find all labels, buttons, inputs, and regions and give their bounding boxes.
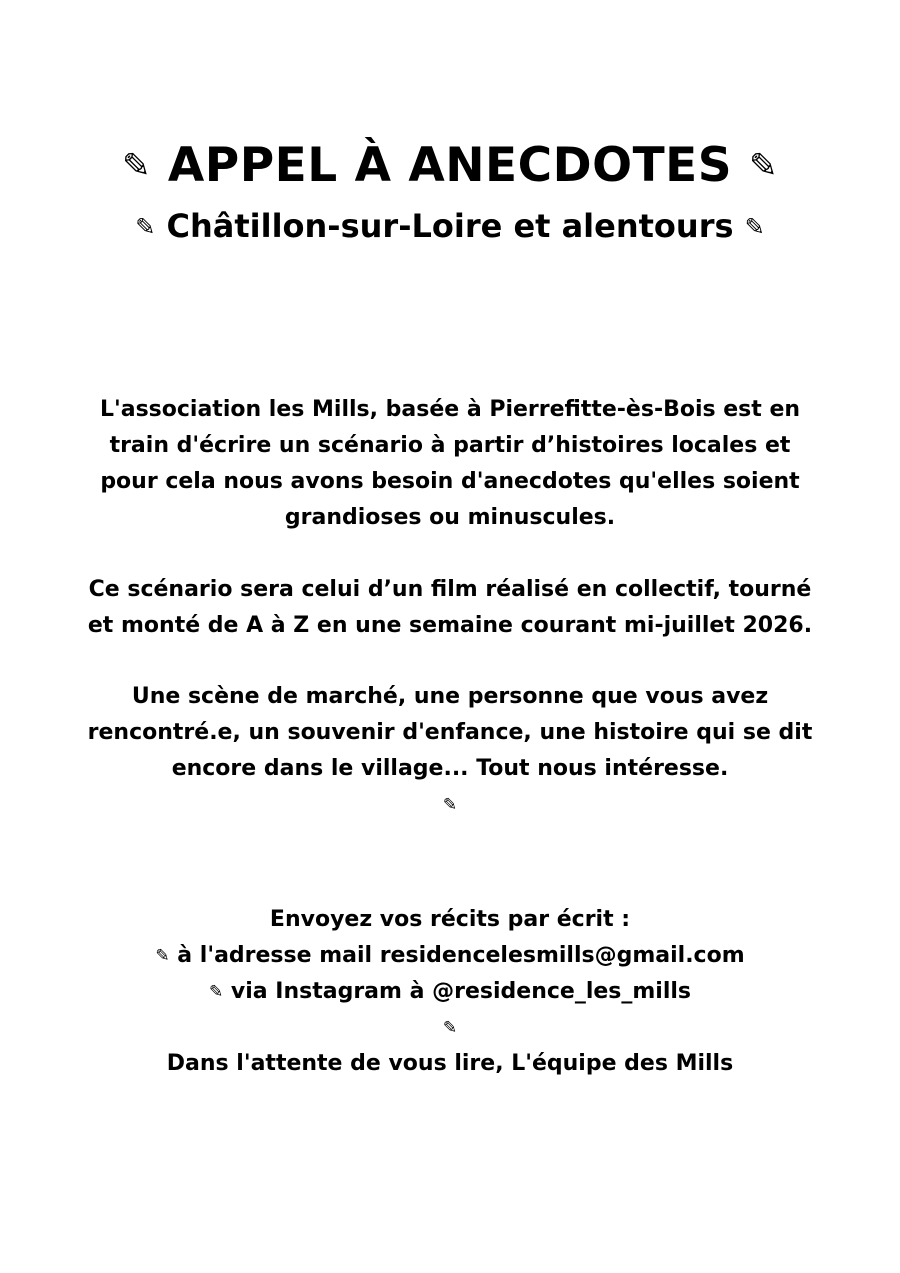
pencil-icon: ✎ bbox=[442, 795, 458, 815]
intro-paragraph bbox=[30, 392, 870, 536]
paragraph-line: encore dans le village... Tout nous intéresse. bbox=[171, 756, 729, 781]
pencil-icon: ✎ bbox=[135, 213, 156, 241]
film-paragraph bbox=[30, 572, 870, 644]
pencil-icon: ✎ bbox=[442, 1018, 458, 1038]
paragraph-line: Ce scénario sera celui d’un film réalisé en collectif, tourné bbox=[88, 577, 812, 602]
paragraph-line: pour cela nous avons besoin d'anecdotes qu'elles soient bbox=[100, 469, 800, 494]
pencil-icon: ✎ bbox=[155, 946, 170, 966]
pencil-icon: ✎ bbox=[744, 213, 765, 241]
paragraph-line: grandioses ou minuscules. bbox=[284, 505, 616, 530]
instagram-line bbox=[30, 974, 870, 1010]
paragraph-line: train d'écrire un scénario à partir d’histoires locales et bbox=[109, 433, 791, 458]
paragraph-line: et monté de A à Z en une semaine courant mi-juillet 2026. bbox=[87, 613, 813, 638]
paragraph-line: L'association les Mills, basée à Pierrefitte-ès-Bois est en bbox=[99, 397, 801, 422]
page-subtitle bbox=[0, 204, 900, 249]
paragraph-line: rencontré.e, un souvenir d'enfance, une histoire qui se dit bbox=[87, 720, 813, 745]
paragraph-line: Une scène de marché, une personne que vous avez bbox=[131, 684, 769, 709]
signoff: Dans l'attente de vous lire, L'équipe des Mills bbox=[166, 1051, 734, 1076]
pencil-icon: ✎ bbox=[748, 146, 778, 186]
email-line bbox=[30, 938, 870, 974]
instagram-text: via Instagram à @residence_les_mills bbox=[230, 979, 692, 1004]
page-title bbox=[0, 136, 900, 196]
email-text: à l'adresse mail residencelesmills@gmail.com bbox=[177, 943, 745, 968]
contact-section bbox=[30, 902, 870, 1082]
title-text: APPEL À ANECDOTES bbox=[167, 138, 733, 193]
pencil-icon: ✎ bbox=[122, 146, 152, 186]
contact-intro: Envoyez vos récits par écrit : bbox=[269, 907, 631, 932]
examples-paragraph bbox=[30, 679, 870, 823]
pencil-icon: ✎ bbox=[208, 982, 224, 1002]
subtitle-text: Châtillon-sur-Loire et alentours bbox=[166, 207, 734, 245]
